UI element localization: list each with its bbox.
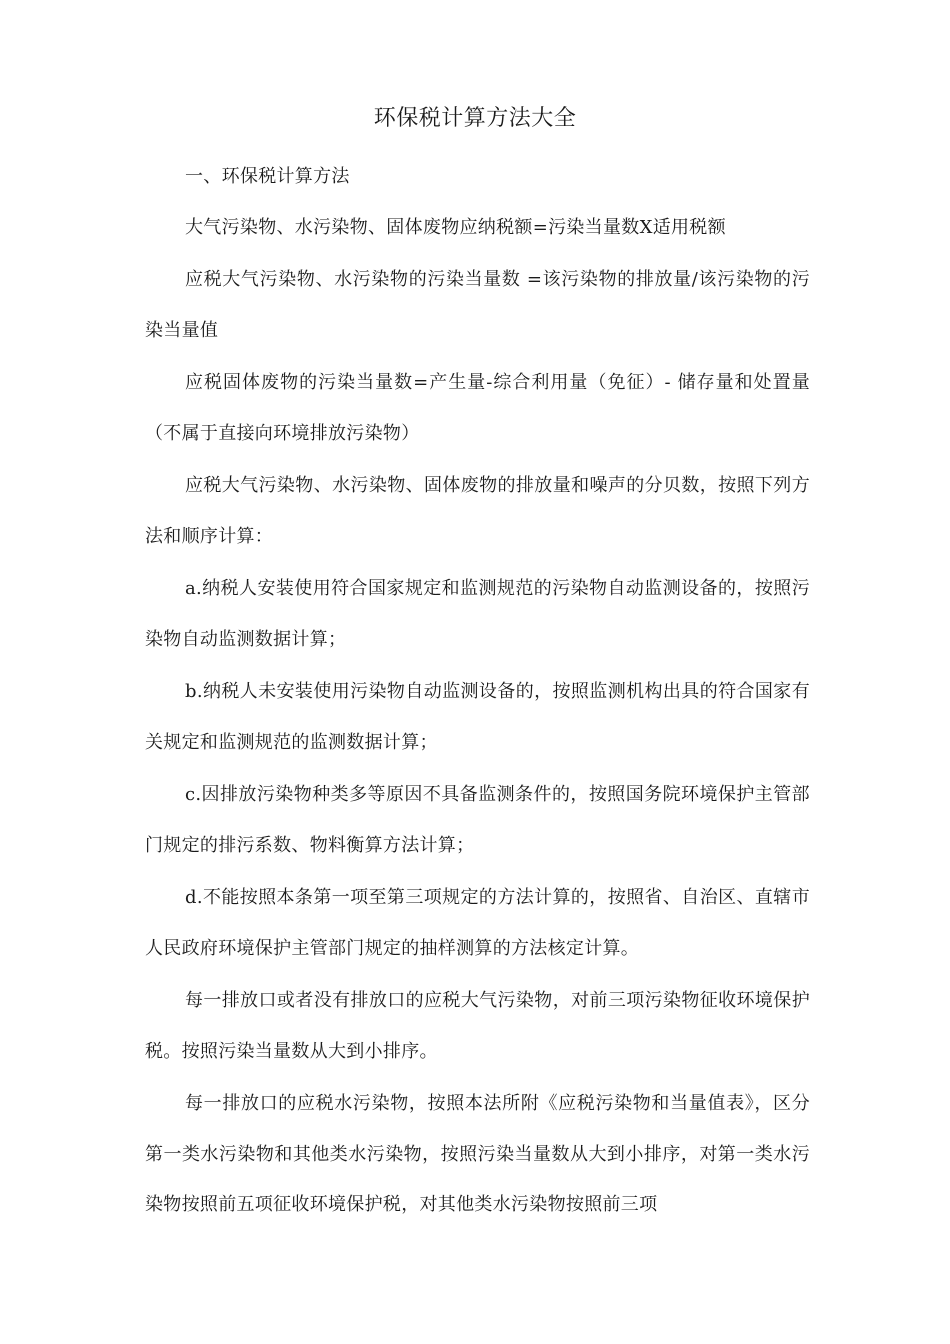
document-body [145,152,810,1233]
paragraph-air-outlet: 每一排放口或者没有排放口的应税大气污染物，对前三项污染物征收环境保护税。按照污染当量数从大到小排序。 [145,990,810,1062]
paragraph-calculation-order: 应税大气污染物、水污染物、固体废物的排放量和噪声的分贝数，按照下列方法和顺序计算： [145,475,810,547]
paragraph-tax-formula: 大气污染物、水污染物、固体废物应纳税额=污染当量数X适用税额 [185,216,726,238]
paragraph-equivalent-solid-waste: 应税固体废物的污染当量数=产生量-综合利用量（免征）- 储存量和处置量（不属于直接向环境排放污染物） [145,372,810,444]
paragraph-equivalent-air-water: 应税大气污染物、水污染物的污染当量数 =该污染物的排放量/该污染物的污染当量值 [145,269,810,341]
paragraph-method-d: d.不能按照本条第一项至第三项规定的方法计算的，按照省、自治区、直辖市人民政府环境保护主管部门规定的抽样测算的方法核定计算。 [145,887,810,959]
section-heading: 一、环保税计算方法 [185,166,350,187]
document-title: 环保税计算方法大全 [373,106,577,131]
paragraph-method-c: c.因排放污染物种类多等原因不具备监测条件的，按照国务院环境保护主管部门规定的排污系数、物料衡算方法计算； [145,784,810,856]
paragraph-method-a: a.纳税人安装使用符合国家规定和监测规范的污染物自动监测设备的，按照污染物自动监测数据计算； [145,578,810,650]
paragraph-method-b: b.纳税人未安装使用污染物自动监测设备的，按照监测机构出具的符合国家有关规定和监测规范的监测数据计算； [145,681,810,753]
paragraph-water-outlet: 每一排放口的应税水污染物，按照本法所附《应税污染物和当量值表》，区分第一类水污染物和其他类水污染物，按照污染当量数从大到小排序，对第一类水污染物按照前五项征收环境保护税，对其他类水污染物按照前三项 [145,1093,810,1215]
